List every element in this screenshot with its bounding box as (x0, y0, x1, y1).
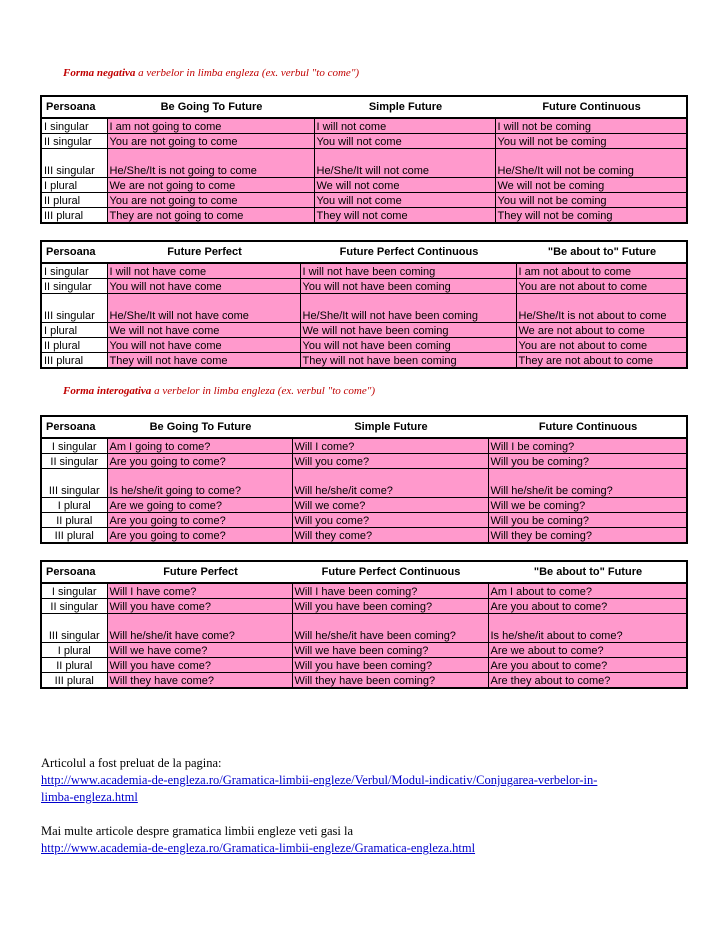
person-cell: III plural (41, 208, 107, 224)
verb-form-cell: Will you come? (292, 454, 488, 469)
person-cell: III singular (41, 614, 107, 643)
verb-form-cell: Are we about to come? (488, 643, 687, 658)
person-cell: III plural (41, 528, 107, 544)
verb-form-cell: He/She/It will not have been coming (300, 294, 516, 323)
verb-form-cell: I will not be coming (495, 118, 687, 134)
verb-form-cell: Will they be coming? (488, 528, 687, 544)
person-cell: I singular (41, 118, 107, 134)
verb-form-cell: Will I have come? (107, 583, 292, 599)
interrogative-heading-bold: Forma interogativa (63, 385, 152, 397)
verb-form-cell: I will not have been coming (300, 263, 516, 279)
verb-form-cell: Will I come? (292, 438, 488, 454)
table-row (41, 353, 687, 369)
verb-form-cell: Will you come? (292, 513, 488, 528)
person-cell: III plural (41, 673, 107, 689)
verb-form-cell: Am I about to come? (488, 583, 687, 599)
verb-form-cell: They will not have been coming (300, 353, 516, 369)
footer (41, 755, 597, 857)
verb-form-cell: You are not about to come (516, 338, 687, 353)
verb-form-cell: Will I be coming? (488, 438, 687, 454)
person-cell: II plural (41, 513, 107, 528)
verb-form-cell: Are they about to come? (488, 673, 687, 689)
person-cell: II plural (41, 338, 107, 353)
verb-form-cell: They will not come (314, 208, 495, 224)
verb-form-cell: They will not have come (107, 353, 300, 369)
verb-form-cell: He/She/It will not have come (107, 294, 300, 323)
verb-form-cell: Will he/she/it come? (292, 469, 488, 498)
table-row (41, 614, 687, 643)
verb-form-cell: I will not have come (107, 263, 300, 279)
verb-form-cell: We are not about to come (516, 323, 687, 338)
negative-table-1 (40, 95, 688, 224)
table-row (41, 263, 687, 279)
table-row (41, 658, 687, 673)
verb-form-cell: You will not come (314, 193, 495, 208)
verb-form-cell: I will not come (314, 118, 495, 134)
table-row (41, 583, 687, 599)
person-cell: I plural (41, 643, 107, 658)
verb-form-cell: Will we be coming? (488, 498, 687, 513)
verb-form-cell: Are you going to come? (107, 454, 292, 469)
verb-form-cell: He/She/It is not about to come (516, 294, 687, 323)
verb-form-cell: Are you going to come? (107, 513, 292, 528)
negative-table-2 (40, 240, 688, 369)
verb-form-cell: Will you have been coming? (292, 658, 488, 673)
negative-heading-bold: Forma negativa (63, 67, 136, 79)
verb-form-cell: You will not have come (107, 279, 300, 294)
verb-form-cell: You will not have been coming (300, 279, 516, 294)
verb-form-cell: Will you be coming? (488, 454, 687, 469)
verb-form-cell: We will not come (314, 178, 495, 193)
verb-form-cell: We will not be coming (495, 178, 687, 193)
verb-form-cell: Will he/she/it have been coming? (292, 614, 488, 643)
table-row (41, 208, 687, 224)
person-cell: III singular (41, 149, 107, 178)
column-header: Future Perfect (107, 561, 292, 583)
column-header: "Be about to" Future (516, 241, 687, 263)
more-articles-link[interactable]: http://www.academia-de-engleza.ro/Gramatica-limbii-engleze/Gramatica-engleza.html (41, 841, 476, 855)
negative-heading-rest: a verbelor in limba engleza (ex. verbul "to come") (135, 67, 360, 79)
person-cell: II singular (41, 454, 107, 469)
verb-form-cell: Is he/she/it about to come? (488, 614, 687, 643)
verb-form-cell: Will we come? (292, 498, 488, 513)
person-cell: III singular (41, 469, 107, 498)
table-row (41, 294, 687, 323)
column-header: Future Perfect Continuous (292, 561, 488, 583)
verb-form-cell: We are not going to come (107, 178, 314, 193)
verb-form-cell: Are we going to come? (107, 498, 292, 513)
column-header: Persoana (41, 561, 107, 583)
source-text: Articolul a fost preluat de la pagina: (41, 756, 222, 770)
verb-form-cell: We will not have been coming (300, 323, 516, 338)
person-cell: II plural (41, 193, 107, 208)
verb-form-cell: They will not be coming (495, 208, 687, 224)
table-row (41, 193, 687, 208)
person-cell: I singular (41, 438, 107, 454)
verb-form-cell: You will not come (314, 134, 495, 149)
column-header: Future Perfect (107, 241, 300, 263)
interrogative-form-heading (63, 385, 375, 397)
verb-form-cell: We will not have come (107, 323, 300, 338)
verb-form-cell: Will you have come? (107, 658, 292, 673)
column-header: Persoana (41, 416, 107, 438)
table-row (41, 118, 687, 134)
person-cell: I singular (41, 263, 107, 279)
column-header: Persoana (41, 241, 107, 263)
person-cell: III singular (41, 294, 107, 323)
verb-form-cell: You are not about to come (516, 279, 687, 294)
verb-form-cell: Will you be coming? (488, 513, 687, 528)
verb-form-cell: You will not be coming (495, 134, 687, 149)
column-header: "Be about to" Future (488, 561, 687, 583)
verb-form-cell: Am I going to come? (107, 438, 292, 454)
person-cell: I plural (41, 323, 107, 338)
verb-form-cell: He/She/It will not be coming (495, 149, 687, 178)
person-cell: III plural (41, 353, 107, 369)
source-link-line1[interactable]: http://www.academia-de-engleza.ro/Gramatica-limbii-engleze/Verbul/Modul-indicativ/Conjugarea-verbelor-in- (41, 773, 598, 787)
verb-form-cell: They are not going to come (107, 208, 314, 224)
table-row (41, 279, 687, 294)
table-row (41, 599, 687, 614)
table-row (41, 528, 687, 544)
column-header: Simple Future (292, 416, 488, 438)
verb-form-cell: Will they come? (292, 528, 488, 544)
person-cell: I plural (41, 178, 107, 193)
table-row (41, 134, 687, 149)
verb-form-cell: He/She/It is not going to come (107, 149, 314, 178)
table-row (41, 469, 687, 498)
table-row (41, 178, 687, 193)
table-row (41, 149, 687, 178)
table-row (41, 323, 687, 338)
verb-form-cell: Are you about to come? (488, 658, 687, 673)
column-header: Be Going To Future (107, 416, 292, 438)
verb-form-cell: Will he/she/it be coming? (488, 469, 687, 498)
verb-form-cell: He/She/It will not come (314, 149, 495, 178)
interrogative-table-1 (40, 415, 688, 544)
column-header: Simple Future (314, 96, 495, 118)
column-header: Future Continuous (495, 96, 687, 118)
more-articles-text: Mai multe articole despre gramatica limbii engleze veti gasi la (41, 824, 354, 838)
person-cell: II singular (41, 599, 107, 614)
verb-form-cell: Will they have come? (107, 673, 292, 689)
verb-form-cell: Will they have been coming? (292, 673, 488, 689)
verb-form-cell: Will we have been coming? (292, 643, 488, 658)
verb-form-cell: Will he/she/it have come? (107, 614, 292, 643)
verb-form-cell: You are not going to come (107, 134, 314, 149)
interrogative-table-2 (40, 560, 688, 689)
source-link-line2[interactable]: limba-engleza.html (41, 790, 138, 804)
table-row (41, 643, 687, 658)
column-header: Be Going To Future (107, 96, 314, 118)
verb-form-cell: I am not going to come (107, 118, 314, 134)
verb-form-cell: Are you about to come? (488, 599, 687, 614)
verb-form-cell: Will we have come? (107, 643, 292, 658)
table-row (41, 673, 687, 689)
table-row (41, 498, 687, 513)
verb-form-cell: Will you have been coming? (292, 599, 488, 614)
table-row (41, 438, 687, 454)
person-cell: I plural (41, 498, 107, 513)
table-row (41, 454, 687, 469)
verb-form-cell: Are you going to come? (107, 528, 292, 544)
column-header: Future Perfect Continuous (300, 241, 516, 263)
column-header: Persoana (41, 96, 107, 118)
table-row (41, 513, 687, 528)
verb-form-cell: Will you have come? (107, 599, 292, 614)
person-cell: I singular (41, 583, 107, 599)
table-row (41, 338, 687, 353)
person-cell: II plural (41, 658, 107, 673)
negative-form-heading (63, 67, 359, 79)
interrogative-heading-rest: a verbelor in limba engleza (ex. verbul "to come") (151, 385, 375, 397)
verb-form-cell: They are not about to come (516, 353, 687, 369)
column-header: Future Continuous (488, 416, 687, 438)
person-cell: II singular (41, 134, 107, 149)
person-cell: II singular (41, 279, 107, 294)
verb-form-cell: I am not about to come (516, 263, 687, 279)
verb-form-cell: You will not have come (107, 338, 300, 353)
verb-form-cell: You will not have been coming (300, 338, 516, 353)
verb-form-cell: You are not going to come (107, 193, 314, 208)
verb-form-cell: You will not be coming (495, 193, 687, 208)
verb-form-cell: Will I have been coming? (292, 583, 488, 599)
verb-form-cell: Is he/she/it going to come? (107, 469, 292, 498)
